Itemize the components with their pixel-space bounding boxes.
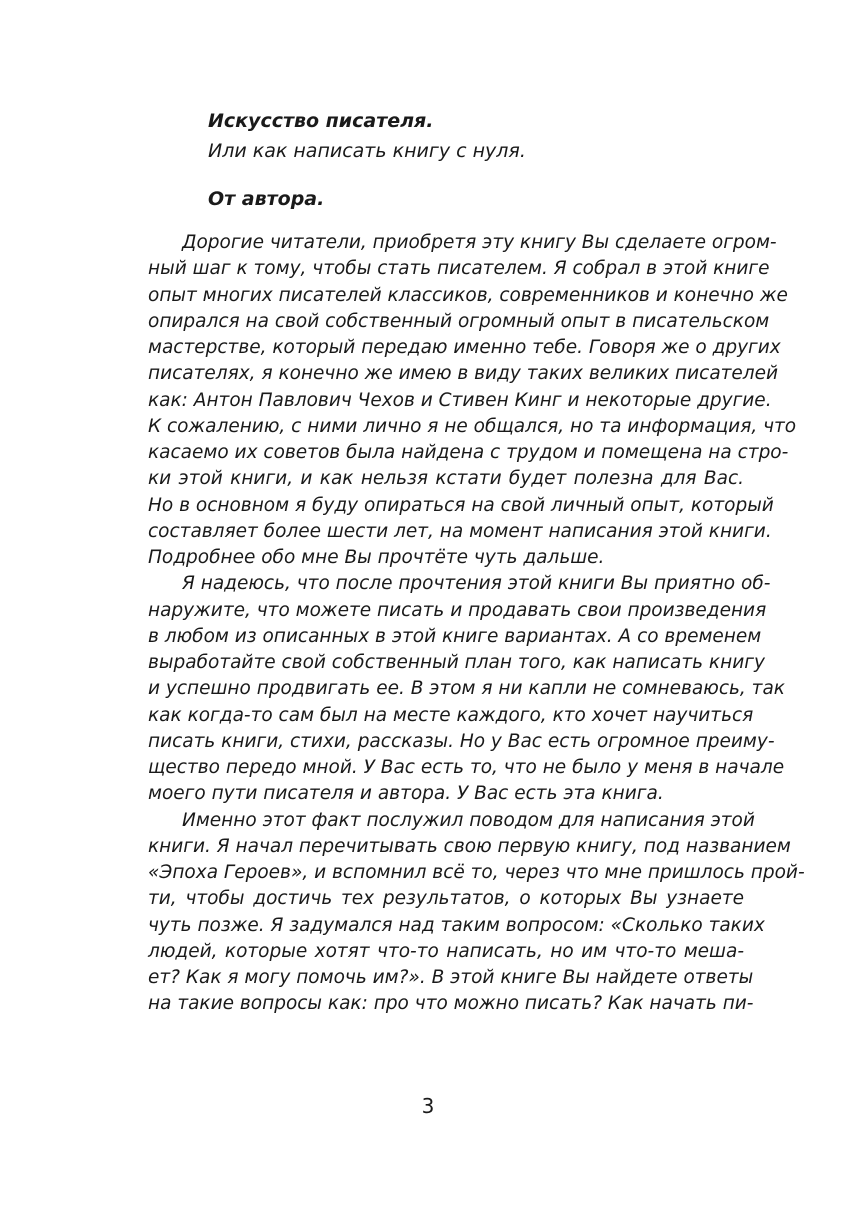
text-line: опыт многих писателей классиков, современников и конечно же — [148, 284, 788, 306]
text-line: людей, которые хотят что-то написать, но им что-то меша- — [148, 940, 744, 962]
text-line: щество передо мной. У Вас есть то, что не было у меня в начале — [148, 757, 785, 778]
text-line: Дорогие читатели, приобретя эту книгу Вы сделаете огром- — [182, 232, 777, 253]
text-line: опирался на свой собственный огромный опыт в писательском — [148, 310, 770, 332]
text-line: Я надеюсь, что после прочтения этой книги Вы приятно об- — [182, 573, 771, 595]
text-line: в любом из описанных в этой книге вариантах. А со временем — [148, 625, 762, 647]
text-line: «Эпоха Героев», и вспомнил всё то, через что мне пришлось прой- — [148, 862, 805, 883]
text-line: ки этой книги, и как нельзя кстати будет полезна для Вас. — [148, 468, 744, 490]
text-line: касаемо их советов была найдена с трудом и помещена на стро- — [148, 442, 789, 463]
text-line: ти, чтобы достичь тех результатов, о которых Вы узнаете — [148, 888, 744, 910]
book-subtitle: Или как написать книгу с нуля. — [208, 140, 526, 162]
text-line: наружите, что можете писать и продавать свои произведения — [148, 599, 767, 621]
text-line: Но в основном я буду опираться на свой личный опыт, который — [148, 494, 774, 516]
text-line: моего пути писателя и автора. У Вас есть эта книга. — [148, 783, 664, 805]
text-line: мастерстве, который передаю именно тебе. Говоря же о других — [148, 337, 781, 358]
text-line: ный шаг к тому, чтобы стать писателем. Я собрал в этой книге — [148, 258, 770, 280]
title-block — [208, 106, 526, 166]
text-line: и успешно продвигать ее. В этом я ни капли не сомневаюсь, так — [148, 678, 785, 700]
text-line: ет? Как я могу помочь им?». В этой книге Вы найдете ответы — [148, 967, 754, 988]
text-line: К сожалению, с ними лично я не общался, но та информация, что — [148, 415, 797, 437]
book-title: Искусство писателя. — [208, 110, 434, 132]
section-heading: От автора. — [208, 188, 325, 210]
text-line: выработайте свой собственный план того, как написать книгу — [148, 652, 765, 673]
page-number: 3 — [421, 1094, 435, 1118]
text-line: Подробнее обо мне Вы прочтёте чуть дальше. — [148, 547, 605, 568]
text-line: на такие вопросы как: про что можно писать? Как начать пи- — [148, 993, 754, 1015]
text-line: писать книги, стихи, рассказы. Но у Вас есть огромное преиму- — [148, 730, 775, 752]
text-line: писателях, я конечно же имею в виду таких великих писателей — [148, 363, 779, 385]
text-line: чуть позже. Я задумался над таким вопросом: «Сколько таких — [148, 914, 765, 936]
text-line: книги. Я начал перечитывать свою первую книгу, под названием — [148, 835, 791, 857]
text-line: составляет более шести лет, на момент написания этой книги. — [148, 520, 772, 542]
paragraph — [148, 808, 805, 1018]
text-line: как: Антон Павлович Чехов и Стивен Кинг и некоторые другие. — [148, 389, 772, 411]
paragraph — [148, 571, 785, 807]
text-line: как когда-то сам был на месте каждого, кто хочет научиться — [148, 704, 754, 726]
paragraph — [148, 230, 797, 571]
text-line: Именно этот факт послужил поводом для написания этой — [182, 809, 755, 831]
body-text — [148, 230, 805, 1018]
